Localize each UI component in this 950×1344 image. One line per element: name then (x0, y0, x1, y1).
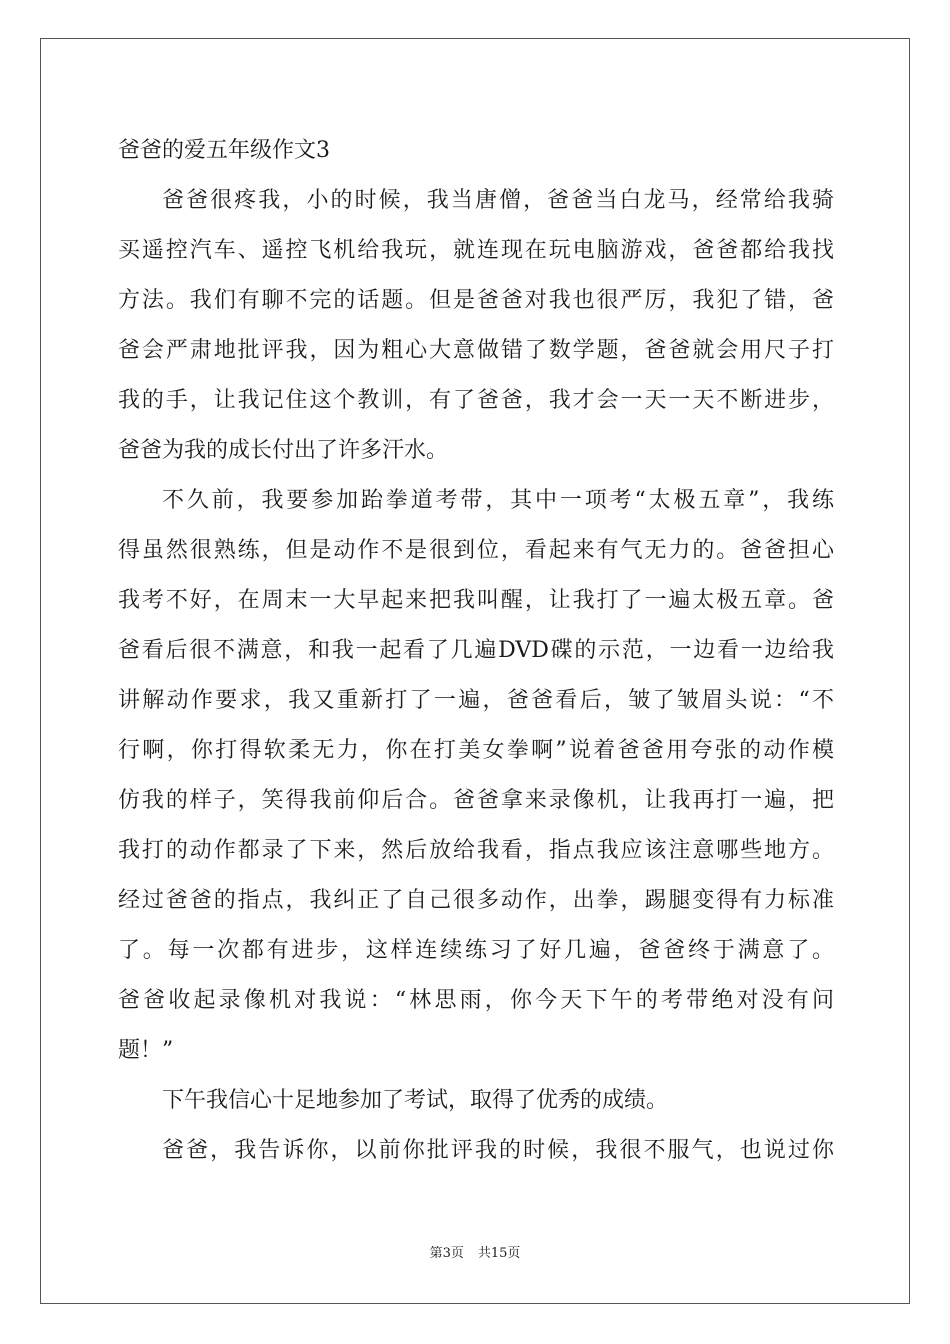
paragraph-line: 了。每一次都有进步，这样连续练习了好几遍，爸爸终于满意了。 (118, 938, 834, 963)
paragraph-2 (118, 476, 834, 1076)
paragraph-line: 爸爸很疼我，小的时候，我当唐僧，爸爸当白龙马，经常给我骑 (162, 188, 834, 213)
paragraph-line: 爸爸收起录像机对我说：“林思雨，你今天下午的考带绝对没有问 (118, 988, 834, 1013)
paragraph-line: 讲解动作要求，我又重新打了一遍，爸爸看后，皱了皱眉头说：“不 (118, 688, 834, 713)
paragraph-3 (118, 1076, 834, 1126)
page-total: 共15页 (477, 1246, 521, 1261)
paragraph-line: 题！” (118, 1038, 174, 1063)
paragraph-line: 行啊，你打得软柔无力，你在打美女拳啊”说着爸爸用夸张的动作模 (118, 738, 834, 763)
page-number: 第3页 (429, 1246, 464, 1261)
paragraph-line: 我考不好，在周末一大早起来把我叫醒，让我打了一遍太极五章。爸 (118, 588, 834, 613)
paragraph-line: 方法。我们有聊不完的话题。但是爸爸对我也很严厉，我犯了错，爸 (118, 288, 834, 313)
page-footer (0, 1244, 950, 1264)
paragraph-line: 得虽然很熟练，但是动作不是很到位，看起来有气无力的。爸爸担心 (118, 538, 834, 563)
paragraph-4 (118, 1126, 834, 1176)
paragraph-1 (118, 176, 834, 476)
paragraph-line: 爸爸，我告诉你，以前你批评我的时候，我很不服气，也说过你 (162, 1138, 834, 1163)
paragraph-line: 我的手，让我记住这个教训，有了爸爸，我才会一天一天不断进步， (118, 388, 834, 413)
paragraph-line: 经过爸爸的指点，我纠正了自己很多动作，出拳，踢腿变得有力标准 (118, 888, 834, 913)
paragraph-line: 爸看后很不满意，和我一起看了几遍DVD碟的示范，一边看一边给我 (118, 638, 834, 663)
paragraph-line: 不久前，我要参加跆拳道考带，其中一项考“太极五章”，我练 (162, 488, 834, 513)
paragraph-line: 爸爸为我的成长付出了许多汗水。 (118, 438, 449, 463)
paragraph-line: 下午我信心十足地参加了考试，取得了优秀的成绩。 (162, 1088, 669, 1113)
paragraph-line: 仿我的样子，笑得我前仰后合。爸爸拿来录像机，让我再打一遍，把 (118, 788, 834, 813)
document-body (118, 126, 834, 1176)
document-title: 爸爸的爱五年级作文3 (118, 138, 330, 163)
paragraph-line: 买遥控汽车、遥控飞机给我玩，就连现在玩电脑游戏，爸爸都给我找 (118, 238, 834, 263)
paragraph-line: 爸会严肃地批评我，因为粗心大意做错了数学题，爸爸就会用尺子打 (118, 338, 834, 363)
paragraph-line: 我打的动作都录了下来，然后放给我看，指点我应该注意哪些地方。 (118, 838, 834, 863)
